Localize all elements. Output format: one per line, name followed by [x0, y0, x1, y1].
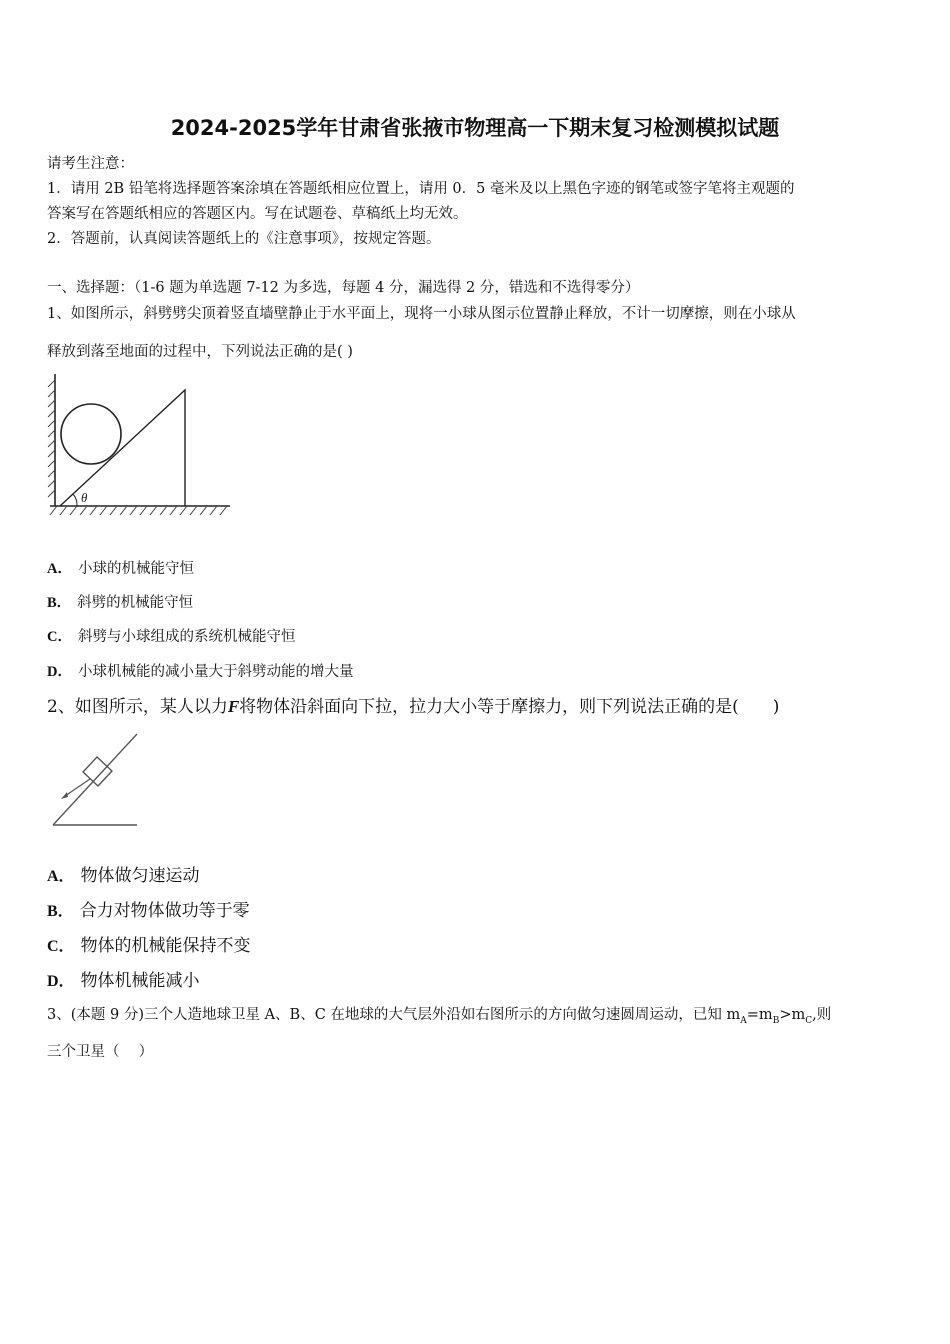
theta-label: θ [81, 490, 88, 505]
q2-option-d: D． 物体机械能减小 [47, 971, 200, 991]
q1-option-a: A． 小球的机械能守恒 [47, 561, 194, 577]
q1-option-b: B． 斜劈的机械能守恒 [47, 595, 194, 611]
notice-line-1: 1．请用 2B 铅笔将选择题答案涂填在答题纸相应位置上，请用 0．5 毫米及以上黑色字迹的钢笔或签字笔将主观题的 [47, 181, 795, 197]
q2-option-b: B． 合力对物体做功等于零 [47, 901, 250, 921]
notice-heading: 请考生注意： [47, 156, 134, 172]
q1-figure-wedge-ball [45, 370, 235, 520]
q1-option-d: D． 小球机械能的减小量大于斜劈动能的增大量 [47, 664, 354, 680]
q3-stem-line-2: 三个卫星（ ） [47, 1044, 154, 1060]
q2-stem: 2、如图所示，某人以力F将物体沿斜面向下拉，拉力大小等于摩擦力，则下列说法正确的是( ) [47, 697, 780, 717]
q2-figure-incline-block [45, 730, 145, 830]
q3-stem-line-1: 3、(本题 9 分)三个人造地球卫星 A、B、C 在地球的大气层外沿如右图所示的方向做匀速圆周运动，已知 $m_A=m_B>m_C$,则 [47, 1007, 832, 1026]
q1-option-c: C． 斜劈与小球组成的系统机械能守恒 [47, 629, 296, 645]
page-title: 2024-2025学年甘肃省张掖市物理高一下期末复习检测模拟试题 [170, 116, 780, 140]
q2-option-c: C． 物体的机械能保持不变 [47, 936, 251, 956]
notice-line-2: 2．答题前，认真阅读答题纸上的《注意事项》，按规定答题。 [47, 231, 441, 247]
q1-stem-line-1: 1、如图所示，斜劈劈尖顶着竖直墙壁静止于水平面上，现将一小球从图示位置静止释放，不计一切摩擦，则在小球从 [47, 306, 796, 322]
q1-stem-line-2: 释放到落至地面的过程中，下列说法正确的是( ) [47, 344, 353, 360]
section-heading: 一、选择题：（1-6 题为单选题 7-12 为多选，每题 4 分，漏选得 2 分，错选和不选得零分） [47, 280, 640, 296]
notice-line-1-cont: 答案写在答题纸相应的答题区内。写在试题卷、草稿纸上均无效。 [47, 206, 468, 222]
q2-option-a: A． 物体做匀速运动 [47, 866, 200, 886]
